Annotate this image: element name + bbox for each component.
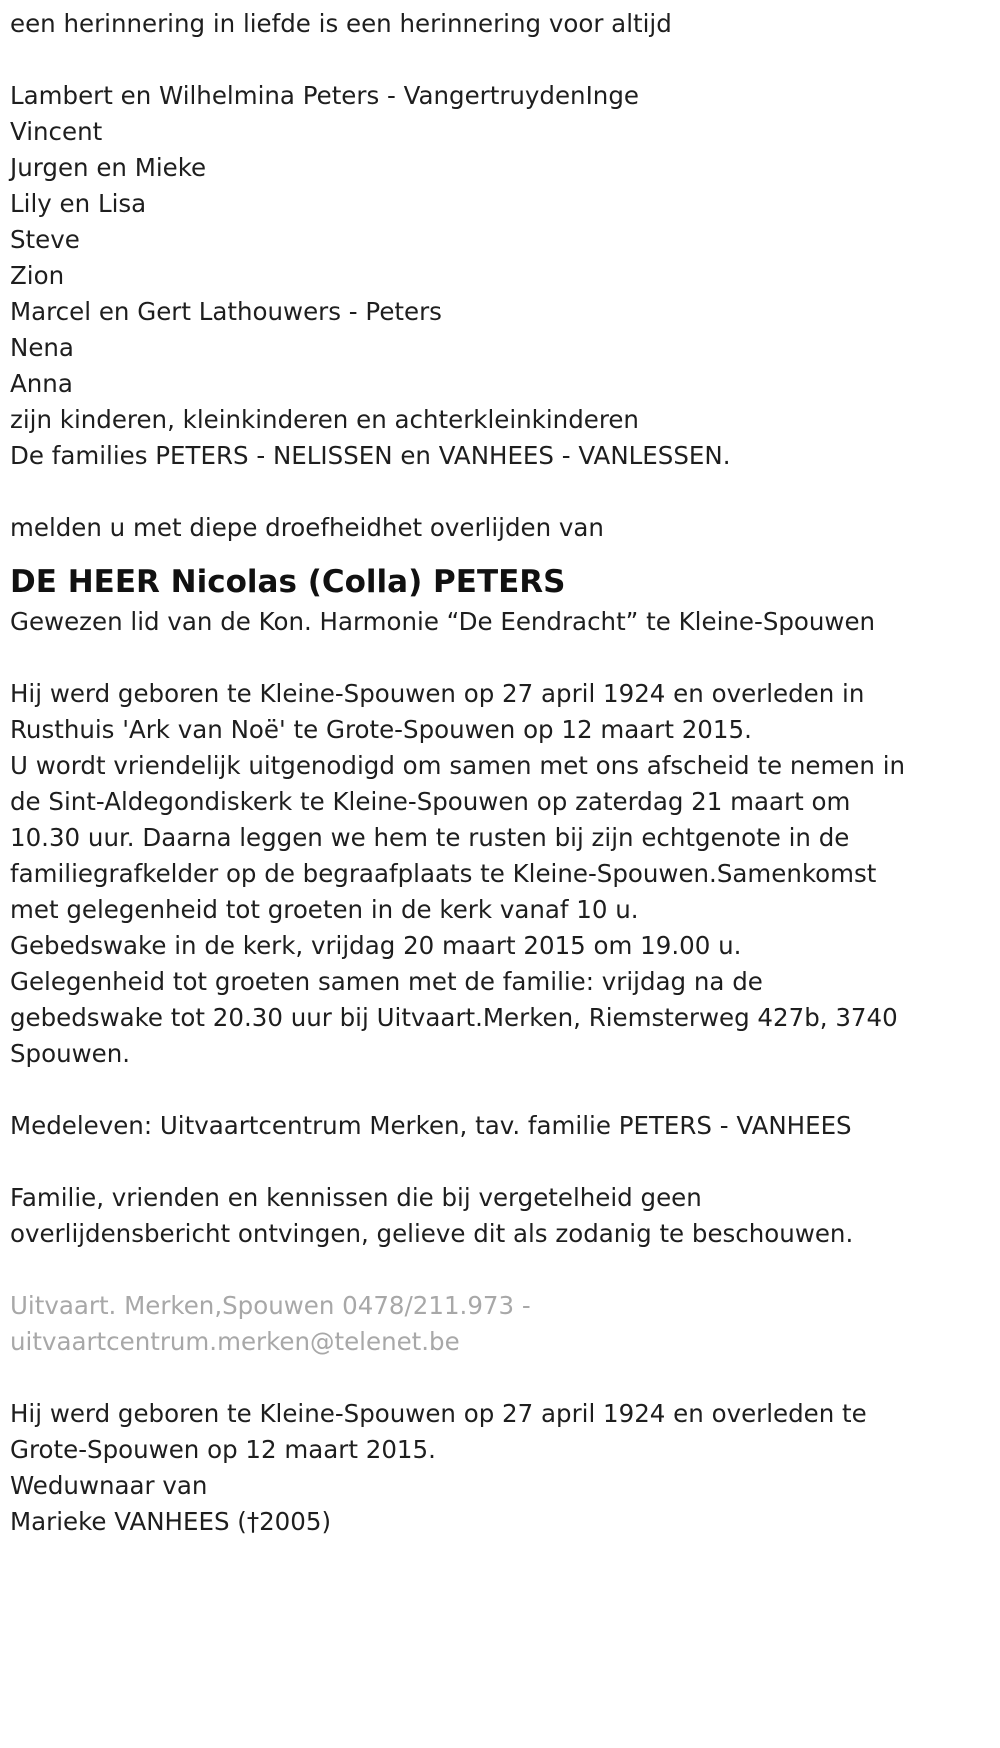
announcement-text: melden u met diepe droefheidhet overlijden van (10, 513, 604, 542)
family-line: zijn kinderen, kleinkinderen en achterkleinkinderen (10, 405, 639, 434)
details-line: Hij werd geboren te Kleine-Spouwen op 27 april 1924 en overleden in (10, 679, 865, 708)
spacer (10, 1252, 990, 1288)
spacer (10, 1072, 990, 1108)
details-line: met gelegenheid tot groeten in de kerk vanaf 10 u. (10, 895, 639, 924)
funeral-home-phone: Uitvaart. Merken,Spouwen 0478/211.973 - (10, 1291, 531, 1320)
summary-block (10, 1396, 990, 1540)
family-list (10, 78, 990, 474)
funeral-home-email: uitvaartcentrum.merken@telenet.be (10, 1327, 460, 1356)
notice-line: overlijdensbericht ontvingen, gelieve dit als zodanig te beschouwen. (10, 1219, 854, 1248)
family-line: Zion (10, 261, 65, 290)
details-line: U wordt vriendelijk uitgenodigd om samen met ons afscheid te nemen in (10, 751, 906, 780)
condolences-text: Medeleven: Uitvaartcentrum Merken, tav. familie PETERS - VANHEES (10, 1111, 852, 1140)
summary-line: Hij werd geboren te Kleine-Spouwen op 27 april 1924 en overleden te (10, 1399, 867, 1428)
details-line: Gelegenheid tot groeten samen met de familie: vrijdag na de (10, 967, 763, 996)
details-line: familiegrafkelder op de begraafplaats te Kleine-Spouwen.Samenkomst (10, 859, 877, 888)
family-line: Nena (10, 333, 74, 362)
spacer (10, 1360, 990, 1396)
notice-line: Familie, vrienden en kennissen die bij vergetelheid geen (10, 1183, 702, 1212)
family-line: Lambert en Wilhelmina Peters - VangertruydenInge (10, 81, 639, 110)
summary-line: Marieke VANHEES (†2005) (10, 1507, 332, 1536)
deceased-name: DE HEER Nicolas (Colla) PETERS (10, 564, 566, 600)
funeral-details (10, 676, 990, 1072)
details-line: gebedswake tot 20.30 uur bij Uitvaart.Merken, Riemsterweg 427b, 3740 (10, 1003, 898, 1032)
details-line: Rusthuis 'Ark van Noë' te Grote-Spouwen op 12 maart 2015. (10, 715, 752, 744)
spacer (10, 42, 990, 78)
details-line: de Sint-Aldegondiskerk te Kleine-Spouwen op zaterdag 21 maart om (10, 787, 851, 816)
family-line: Marcel en Gert Lathouwers - Peters (10, 297, 442, 326)
intro-quote: een herinnering in liefde is een herinnering voor altijd (10, 9, 672, 38)
deceased-subtitle: Gewezen lid van de Kon. Harmonie “De Eendracht” te Kleine-Spouwen (10, 607, 876, 636)
summary-line: Grote-Spouwen op 12 maart 2015. (10, 1435, 436, 1464)
family-line: Anna (10, 369, 73, 398)
spacer (10, 640, 990, 676)
spacer (10, 474, 990, 510)
funeral-home-contact (10, 1288, 990, 1360)
family-line: De families PETERS - NELISSEN en VANHEES - VANLESSEN. (10, 441, 731, 470)
details-line: Spouwen. (10, 1039, 131, 1068)
family-line: Lily en Lisa (10, 189, 147, 218)
summary-line: Weduwnaar van (10, 1471, 208, 1500)
family-line: Jurgen en Mieke (10, 153, 207, 182)
spacer (10, 1144, 990, 1180)
details-line: 10.30 uur. Daarna leggen we hem te rusten bij zijn echtgenote in de (10, 823, 850, 852)
family-line: Vincent (10, 117, 103, 146)
notice-block (10, 1180, 990, 1252)
details-line: Gebedswake in de kerk, vrijdag 20 maart 2015 om 19.00 u. (10, 931, 742, 960)
family-line: Steve (10, 225, 80, 254)
